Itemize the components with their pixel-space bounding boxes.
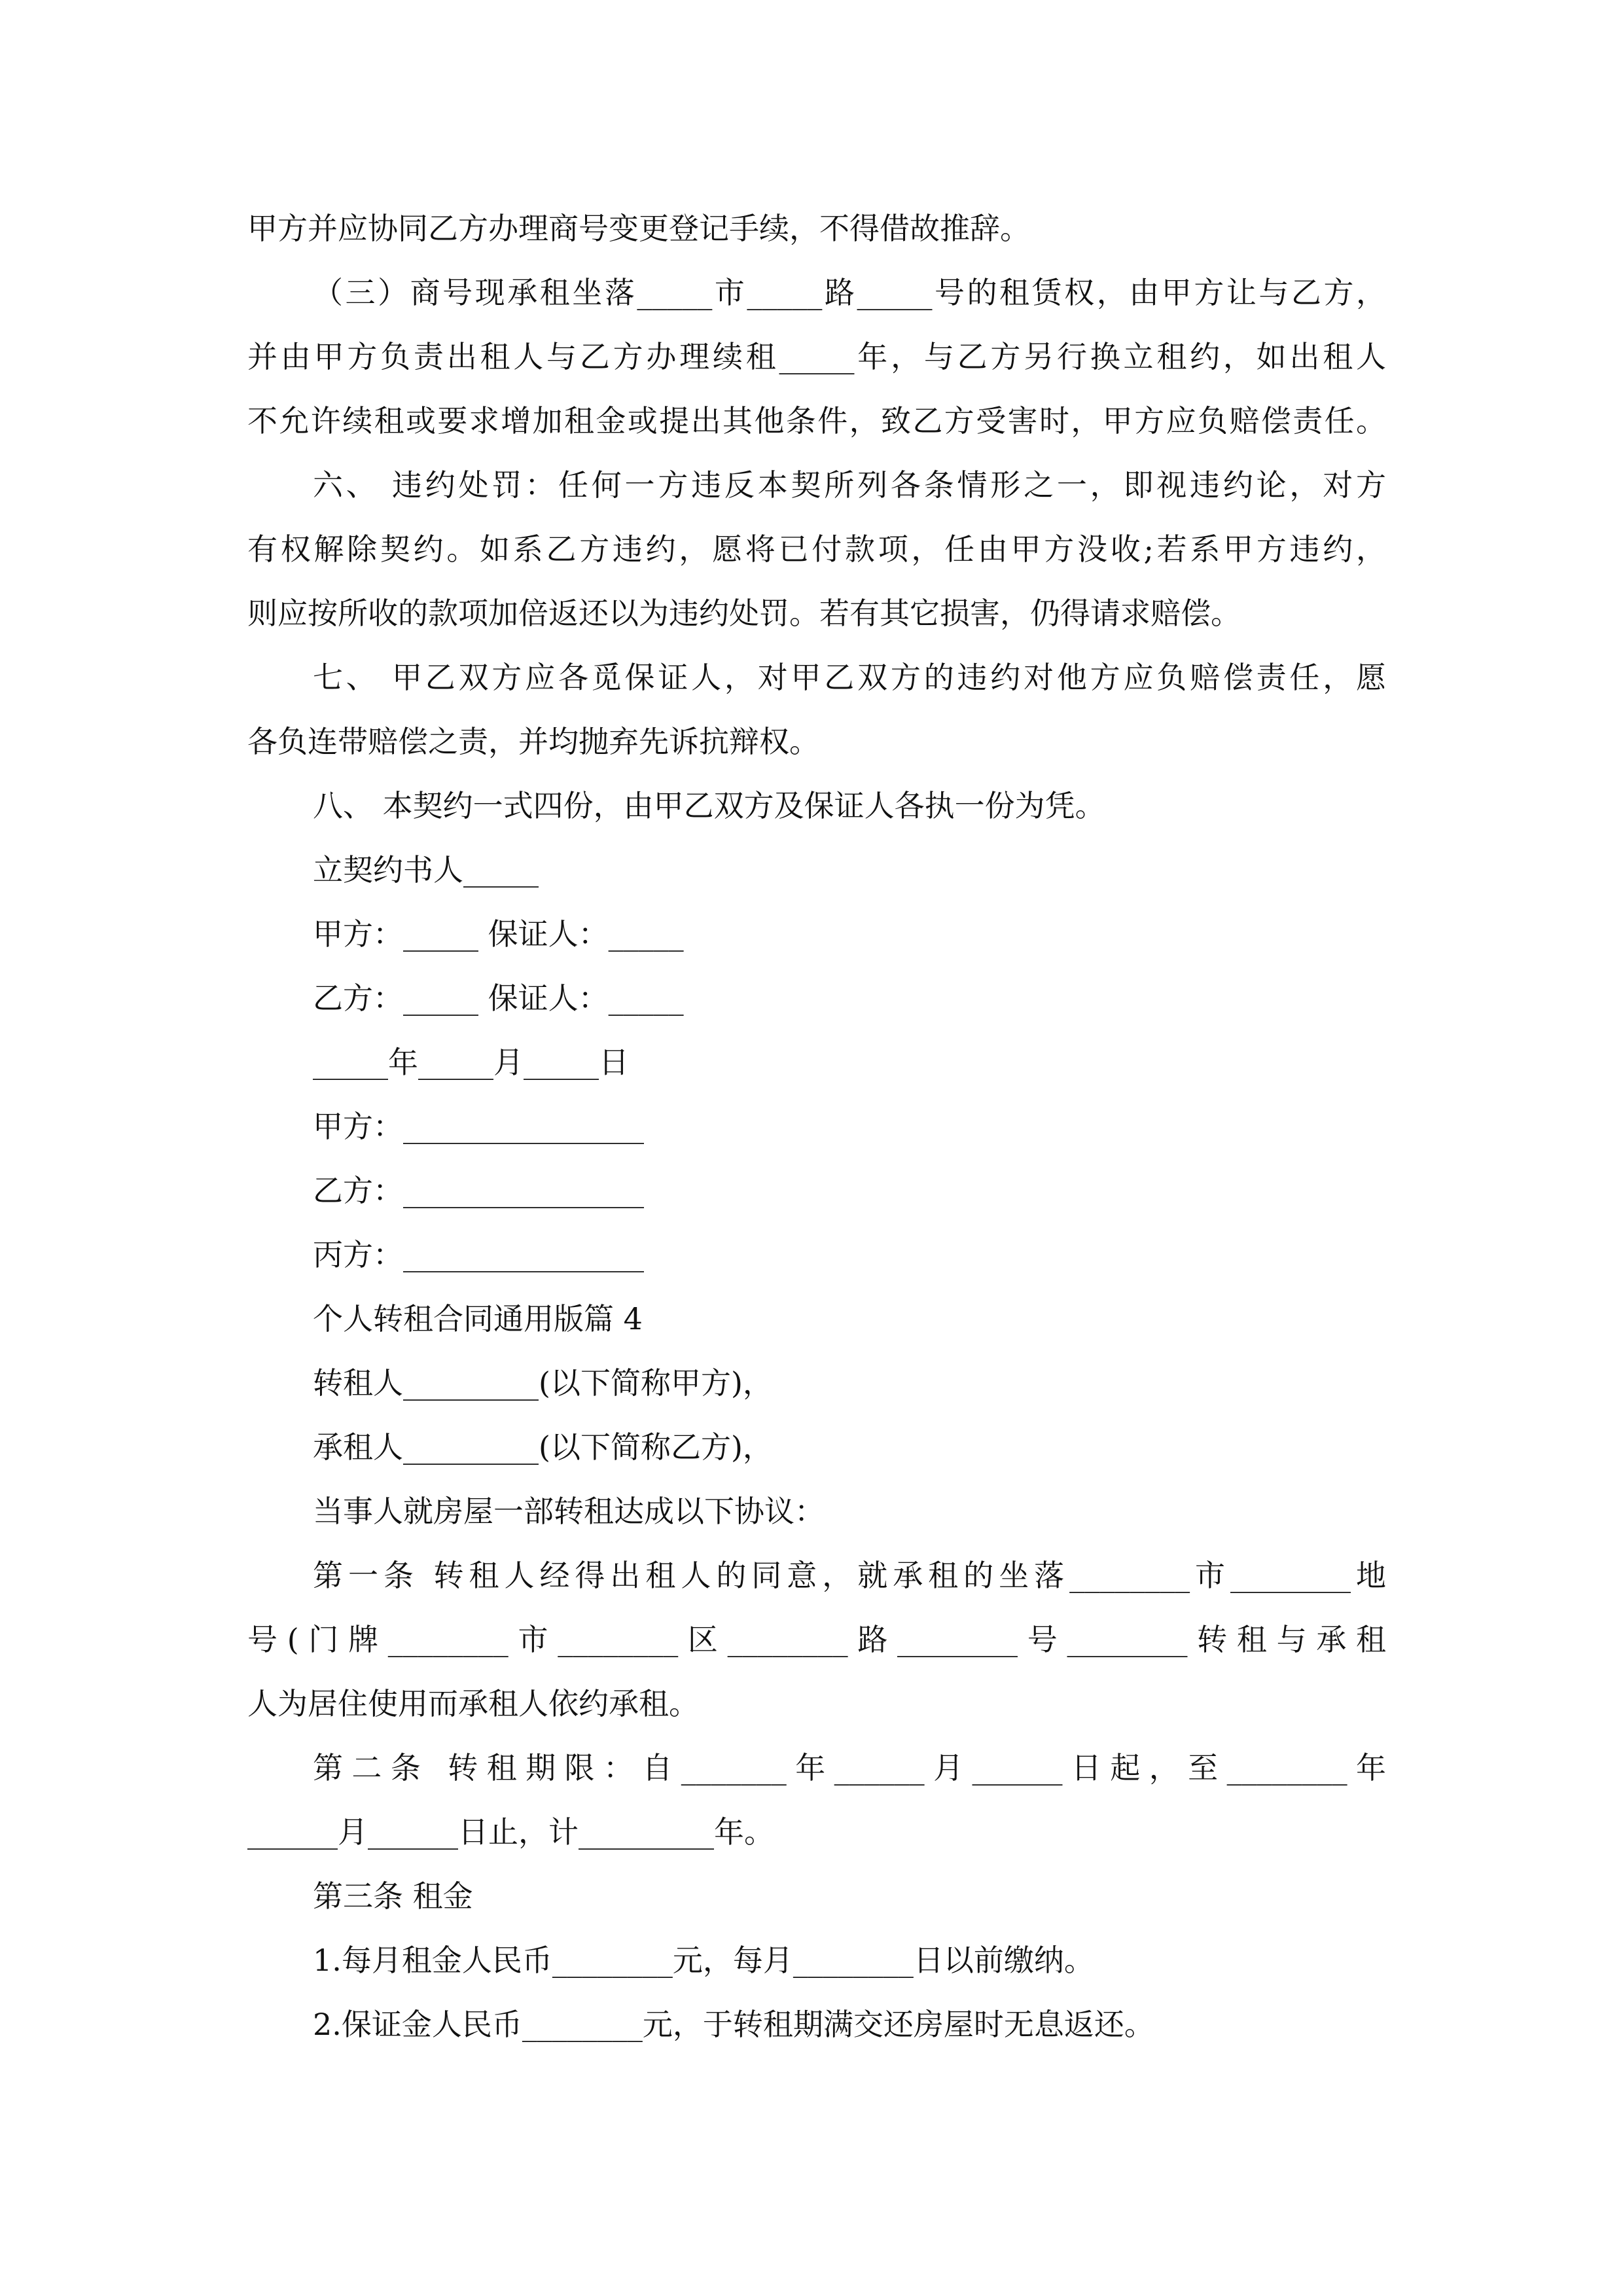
text-line: _____年_____月_____日	[313, 1045, 629, 1080]
text-line: 甲方并应协同乙方办理商号变更登记手续，不得借故推辞。	[247, 211, 1030, 246]
text-line: 第一条 转租人经得出租人的同意，就承租的坐落________市________地	[313, 1558, 1386, 1593]
text-line: 2.保证金人民币________元，于转租期满交还房屋时无息返还。	[313, 2007, 1154, 2042]
text-line: 号(门牌________市________区________路________号________转租与承租	[247, 1622, 1386, 1657]
text-line: 甲方：_____ 保证人：_____	[313, 916, 684, 952]
text-line: 第三条 租金	[313, 1878, 473, 1914]
text-line: 第二条 转租期限：自_______年______月______日起，至________年	[313, 1750, 1386, 1785]
text-line: 乙方：_____ 保证人：_____	[313, 980, 684, 1016]
text-line: 立契约书人_____	[313, 852, 539, 888]
text-line: 当事人就房屋一部转租达成以下协议：	[313, 1494, 825, 1529]
text-line: 甲方：________________	[313, 1109, 644, 1144]
text-line: 并由甲方负责出租人与乙方办理续租_____年，与乙方另行换立租约，如出租人	[247, 339, 1386, 374]
text-line: 1.每月租金人民币________元，每月________日以前缴纳。	[313, 1943, 1094, 1978]
text-line: ______月______日止，计_________年。	[247, 1814, 774, 1850]
text-line: 则应按所收的款项加倍返还以为违约处罚。若有其它损害，仍得请求赔偿。	[247, 596, 1241, 631]
text-line: 八、 本契约一式四份，由甲乙双方及保证人各执一份为凭。	[313, 788, 1105, 823]
text-line: 六、 违约处罚：任何一方违反本契所列各条情形之一，即视违约论，对方	[313, 467, 1386, 503]
text-line: 七、 甲乙双方应各觅保证人，对甲乙双方的违约对他方应负赔偿责任，愿	[313, 660, 1386, 695]
text-line: 转租人_________(以下简称甲方)，	[313, 1365, 773, 1401]
text-line: 承租人_________(以下简称乙方)，	[313, 1429, 773, 1465]
text-line: （三）商号现承租坐落_____市_____路_____号的租赁权，由甲方让与乙方，	[313, 275, 1386, 310]
document-page	[247, 196, 1386, 2056]
text-line: 各负连带赔偿之责，并均抛弃先诉抗辩权。	[247, 724, 819, 759]
text-line: 乙方：________________	[313, 1173, 644, 1208]
text-line: 不允许续租或要求增加租金或提出其他条件，致乙方受害时，甲方应负赔偿责任。	[247, 403, 1386, 439]
text-line: 个人转租合同通用版篇 4	[313, 1301, 643, 1336]
text-line: 人为居住使用而承租人依约承租。	[247, 1686, 699, 1721]
text-line: 丙方：________________	[313, 1237, 644, 1272]
text-line: 有权解除契约。如系乙方违约，愿将已付款项，任由甲方没收;若系甲方违约，	[247, 531, 1386, 567]
